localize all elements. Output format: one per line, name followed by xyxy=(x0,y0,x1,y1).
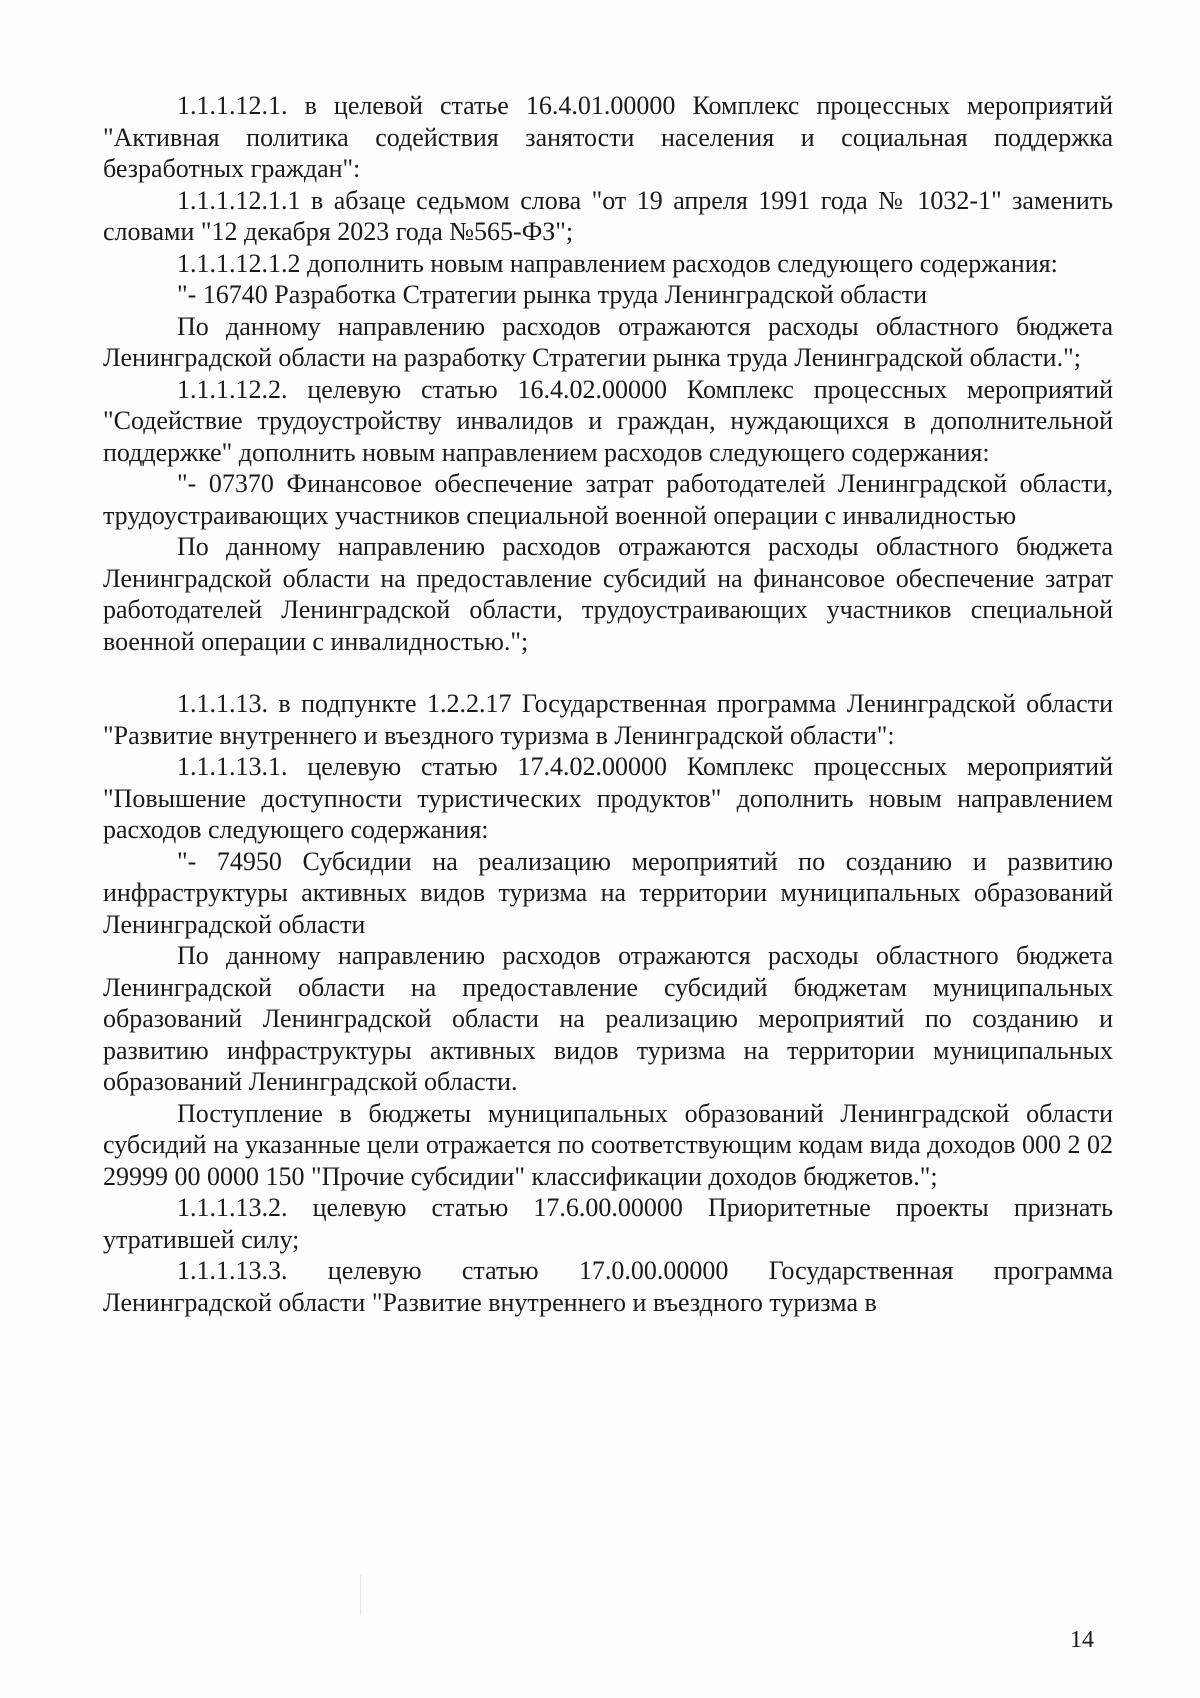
paragraph-1-1-1-12-1: 1.1.1.12.1. в целевой статье 16.4.01.00000 Комплекс процессных мероприятий "Активная политика содействия занятости населения и социальная поддержка безработных граждан": xyxy=(103,91,1113,183)
paragraph-1-1-1-13-1: 1.1.1.13.1. целевую статью 17.4.02.00000 Комплекс процессных мероприятий "Повышение доступности туристических продуктов" дополнить новым направлением расходов следующего содержания: xyxy=(103,752,1113,844)
scan-fold-mark xyxy=(360,1575,361,1615)
paragraph-1-1-1-12-2: 1.1.1.12.2. целевую статью 16.4.02.00000 Комплекс процессных мероприятий "Содействие трудоустройству инвалидов и граждан, нуждающихся в дополнительной поддержке" дополнить новым направлением расходов следующего содержания: xyxy=(103,374,1113,467)
paragraph-1-1-1-13: 1.1.1.13. в подпункте 1.2.2.17 Государственная программа Ленинградской области "Развитие внутреннего и въездного туризма в Ленинградской области": xyxy=(103,689,1113,750)
paragraph-74950-description: По данному направлению расходов отражаются расходы областного бюджета Ленинградской области на предоставление субсидий бюджетам муниципальных образований Ленинградской области на реализацию мероприятий по созданию и развитию инфраструктуры активных видов туризма на территории муниципальных образований Ленинградской области. xyxy=(103,941,1113,1096)
paragraph-1-1-1-12-1-1: 1.1.1.12.1.1 в абзаце седьмом слова "от 19 апреля 1991 года № 1032-1" заменить словами "12 декабря 2023 года №565-ФЗ"; xyxy=(103,185,1113,246)
paragraph-74950-heading: "- 74950 Субсидии на реализацию мероприятий по созданию и развитию инфраструктуры активных видов туризма на территории муниципальных образований Ленинградской области xyxy=(103,846,1113,939)
paragraph-subsidy-receipt: Поступление в бюджеты муниципальных образований Ленинградской области субсидий на указанные цели отражается по соответствующим кодам вида доходов 000 2 02 29999 00 0000 150 "Прочие субсидии" классификации доходов бюджетов."; xyxy=(103,1098,1113,1191)
page-number: 14 xyxy=(1070,1627,1094,1653)
paragraph-07370-description: По данному направлению расходов отражаются расходы областного бюджета Ленинградской области на предоставление субсидий на финансовое обеспечение затрат работодателей Ленинградской области, трудоустраивающих участников специальной военной операции с инвалидностью."; xyxy=(103,532,1113,656)
paragraph-1-1-1-13-2: 1.1.1.13.2. целевую статью 17.6.00.00000 Приоритетные проекты признать утратившей силу; xyxy=(103,1193,1113,1254)
paragraph-16740-heading: "- 16740 Разработка Стратегии рынка труда Ленинградской области xyxy=(177,280,928,309)
document-body xyxy=(103,90,1113,1318)
paragraph-16740-description: По данному направлению расходов отражаются расходы областного бюджета Ленинградской области на разработку Стратегии рынка труда Ленинградской области."; xyxy=(103,311,1113,372)
paragraph-1-1-1-13-3: 1.1.1.13.3. целевую статью 17.0.00.00000 Государственная программа Ленинградской области "Развитие внутреннего и въездного туризма в xyxy=(103,1256,1113,1317)
paragraph-1-1-1-12-1-2: 1.1.1.12.1.2 дополнить новым направлением расходов следующего содержания: xyxy=(177,248,1058,278)
paragraph-07370-heading: "- 07370 Финансовое обеспечение затрат работодателей Ленинградской области, трудоустраивающих участников специальной военной операции с инвалидностью xyxy=(103,469,1113,530)
